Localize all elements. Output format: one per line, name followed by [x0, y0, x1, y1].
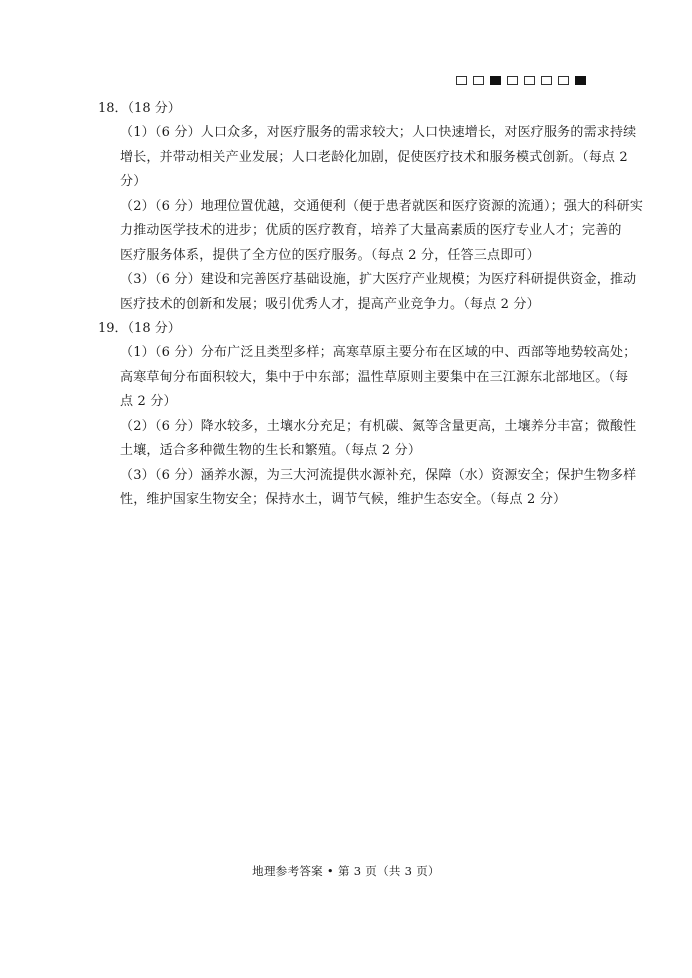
answer-line: （2）（6 分）地理位置优越，交通便利（便于患者就医和医疗资源的流通）；强大的科研实	[120, 198, 644, 214]
page-marker-hollow	[541, 76, 552, 85]
page-marker-hollow	[473, 76, 484, 85]
answer-line: （1）（6 分）分布广泛且类型多样；高寒草原主要分布在区域的中、西部等地势较高处；	[120, 345, 637, 360]
answer-line: 医疗服务体系，提供了全方位的医疗服务。（每点 2 分，任答三点即可）	[120, 247, 540, 263]
question-19-part-3	[120, 464, 637, 513]
question-19-title: 19．（18 分）	[98, 321, 181, 336]
page-marker-hollow	[507, 76, 518, 85]
question-18-part-2	[120, 195, 644, 269]
page-marker-hollow	[524, 76, 535, 85]
answer-line: 分）	[120, 174, 147, 189]
answer-content	[98, 97, 644, 513]
answer-line: 土壤，适合多种微生物的生长和繁殖。（每点 2 分）	[120, 443, 422, 458]
page-marker-filled	[575, 76, 586, 85]
question-18-part-3	[120, 268, 637, 317]
question-19-part-2	[120, 415, 637, 464]
page-marker-filled	[490, 76, 501, 85]
answer-line: 点 2 分）	[120, 394, 177, 409]
page-marker-hollow	[558, 76, 569, 85]
answer-line: 高寒草甸分布面积较大，集中于中东部；温性草原则主要集中在三江源东北部地区。（每	[120, 369, 629, 385]
answer-line: 性，维护国家生物安全；保持水土，调节气候，维护生态安全。（每点 2 分）	[120, 492, 567, 507]
answer-line: 医疗技术的创新和发展；吸引优秀人才，提高产业竞争力。（每点 2 分）	[120, 296, 540, 312]
question-18	[98, 97, 644, 317]
answer-line: （3）（6 分）建设和完善医疗基础设施，扩大医疗产业规模；为医疗科研提供资金，推动	[120, 272, 637, 287]
page-footer: 地理参考答案 • 第 3 页（共 3 页）	[252, 864, 440, 878]
question-18-part-1	[120, 121, 637, 195]
answer-line: 力推动医学技术的进步；优质的医疗教育，培养了大量高素质的医疗专业人才；完善的	[120, 223, 622, 238]
question-18-title: 18．（18 分）	[98, 101, 181, 116]
answer-line: （2）（6 分）降水较多，土壤水分充足；有机碳、氮等含量更高，土壤养分丰富；微酸性	[120, 418, 637, 434]
page-marker-row	[456, 76, 586, 85]
answer-line: 增长，并带动相关产业发展；人口老龄化加剧，促使医疗技术和服务模式创新。（每点 2	[120, 149, 628, 165]
answer-line: （3）（6 分）涵养水源，为三大河流提供水源补充，保障（水）资源安全；保护生物多样	[120, 467, 637, 483]
question-19-part-1	[120, 341, 637, 415]
answer-line: （1）（6 分）人口众多，对医疗服务的需求较大；人口快速增长，对医疗服务的需求持续	[120, 125, 637, 140]
page-marker-hollow	[456, 76, 467, 85]
question-19	[98, 317, 637, 513]
